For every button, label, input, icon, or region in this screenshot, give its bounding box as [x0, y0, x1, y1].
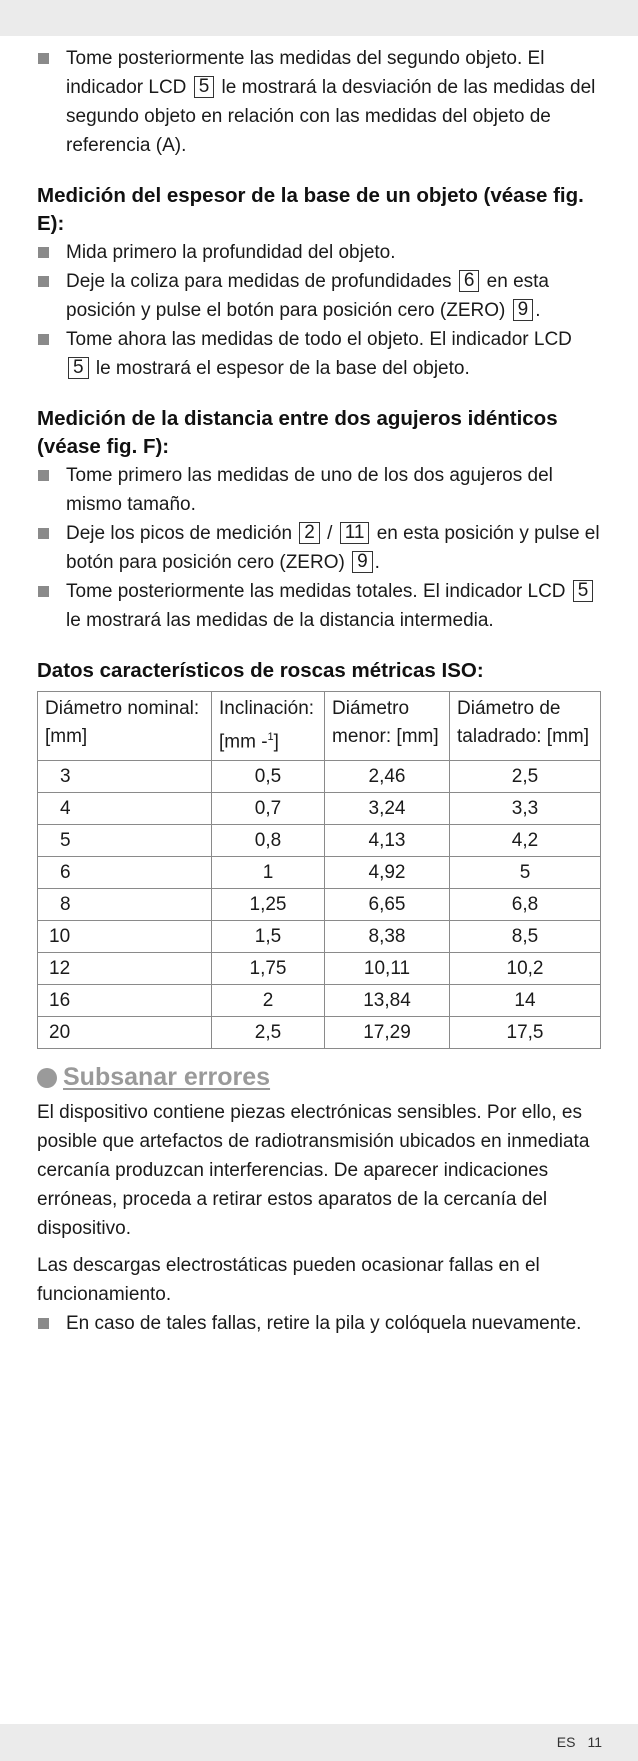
ref-number: 9: [352, 551, 373, 573]
paragraph: El dispositivo contiene piezas electrónicas sensibles. Por ello, es posible que artefactos de radiotransmisión ubicados en inmediata cercanía produzcan interferencias. De aparecer indicaciones erróneas, proceda a retirar estos aparatos de la cercanía del dispositivo.: [37, 1102, 590, 1240]
table-row: [38, 921, 601, 953]
table-cell: 4,92: [325, 857, 450, 889]
table-cell: 10,11: [325, 953, 450, 985]
bullet-text: Tome posteriormente las medidas totales. El indicador LCD: [66, 581, 566, 602]
square-bullet-icon: [38, 276, 49, 287]
list-item: [37, 238, 601, 267]
top-band: [0, 0, 638, 36]
table-body: [38, 761, 601, 1049]
square-bullet-icon: [38, 247, 49, 258]
table-cell: 6,8: [450, 889, 601, 921]
bullet-text: le mostrará las medidas de la distancia intermedia.: [66, 610, 494, 631]
table-cell: 4,2: [450, 825, 601, 857]
table-cell: 10,2: [450, 953, 601, 985]
square-bullet-icon: [38, 334, 49, 345]
table-cell: 3,24: [325, 793, 450, 825]
bullet-text: le mostrará el espesor de la base del objeto.: [95, 358, 470, 379]
table-cell: 17,5: [450, 1017, 601, 1049]
section-header-troubleshooting: [37, 1063, 601, 1092]
table-row: [38, 825, 601, 857]
section-heading-base-thickness: Medición del espesor de la base de un objeto (véase fig. E):: [37, 184, 584, 235]
table-row: [38, 793, 601, 825]
square-bullet-icon: [38, 1318, 49, 1329]
ref-number: 11: [340, 522, 370, 544]
square-bullet-icon: [38, 53, 49, 64]
bullet-text: le mostrará la desviación de las medidas del segundo objeto en relación con las medidas del objeto de referencia (A).: [66, 77, 596, 156]
table-cell: 0,5: [212, 761, 325, 793]
bullet-text: .: [374, 552, 380, 573]
column-header-nominal-diameter: Diámetro nominal: [mm]: [38, 692, 212, 761]
table-cell: 8,5: [450, 921, 601, 953]
table-cell: 5: [38, 825, 212, 857]
table-header-row: [38, 692, 601, 761]
table-cell: 2,46: [325, 761, 450, 793]
bullet-text: /: [327, 523, 333, 544]
page-footer: [557, 1734, 602, 1750]
square-bullet-icon: [38, 586, 49, 597]
table-cell: 16: [38, 985, 212, 1017]
footer-band: [0, 1724, 638, 1761]
bullet-text: Deje los picos de medición: [66, 523, 293, 544]
paragraph: Las descargas electrostáticas pueden ocasionar fallas en el funcionamiento.: [37, 1255, 540, 1306]
table-cell: 13,84: [325, 985, 450, 1017]
table-cell: 14: [450, 985, 601, 1017]
page-number: 11: [587, 1734, 602, 1750]
table-cell: 4: [38, 793, 212, 825]
table-cell: 0,8: [212, 825, 325, 857]
table-cell: 8: [38, 889, 212, 921]
table-cell: 10: [38, 921, 212, 953]
bullet-text: en esta posición y pulse el botón para posición cero (ZERO): [66, 271, 549, 321]
section-heading-hole-distance: Medición de la distancia entre dos agujeros idénticos (véase fig. F):: [37, 407, 558, 458]
table-cell: 2: [212, 985, 325, 1017]
header-text: Inclinación: [mm -: [219, 698, 315, 753]
bullet-text: Tome ahora las medidas de todo el objeto. El indicador LCD: [66, 329, 572, 350]
table-cell: 12: [38, 953, 212, 985]
ref-number: 2: [299, 522, 320, 544]
bullet-text: en esta posición y pulse el botón para posición cero (ZERO): [66, 523, 600, 573]
bullet-text: Mida primero la profundidad del objeto.: [66, 242, 396, 263]
table-cell: 1: [212, 857, 325, 889]
column-header-drill-diameter: Diámetro de taladrado: [mm]: [450, 692, 601, 761]
table-cell: 3,3: [450, 793, 601, 825]
square-bullet-icon: [38, 528, 49, 539]
ref-number: 6: [459, 270, 480, 292]
bullet-dot-icon: [37, 1068, 57, 1088]
list-item: [37, 325, 601, 383]
table-cell: 2,5: [450, 761, 601, 793]
table-row: [38, 761, 601, 793]
table-cell: 3: [38, 761, 212, 793]
table-cell: 0,7: [212, 793, 325, 825]
table-row: [38, 985, 601, 1017]
list-item: [37, 577, 601, 635]
column-header-pitch: [212, 692, 325, 761]
list-item: [37, 519, 601, 577]
table-cell: 5: [450, 857, 601, 889]
table-cell: 6: [38, 857, 212, 889]
table-cell: 1,5: [212, 921, 325, 953]
table-row: [38, 1017, 601, 1049]
bullet-text: .: [535, 300, 541, 321]
table-cell: 20: [38, 1017, 212, 1049]
table-cell: 8,38: [325, 921, 450, 953]
list-item: [37, 461, 601, 519]
table-row: [38, 889, 601, 921]
section-title: Subsanar errores: [63, 1063, 271, 1092]
ref-number: 5: [573, 580, 594, 602]
page-content: [37, 44, 601, 1338]
ref-number: 5: [194, 76, 215, 98]
table-cell: 1,75: [212, 953, 325, 985]
superscript: 1: [267, 731, 274, 743]
bullet-text: Tome primero las medidas de uno de los dos agujeros del mismo tamaño.: [66, 465, 553, 515]
iso-thread-table: [37, 691, 601, 1049]
ref-number: 9: [513, 299, 534, 321]
table-cell: 6,65: [325, 889, 450, 921]
table-row: [38, 857, 601, 889]
table-cell: 17,29: [325, 1017, 450, 1049]
column-header-minor-diameter: Diámetro menor: [mm]: [325, 692, 450, 761]
bullet-text: Deje la coliza para medidas de profundidades: [66, 271, 452, 292]
ref-number: 5: [68, 357, 89, 379]
list-item: [37, 267, 601, 325]
list-item: [37, 44, 601, 160]
language-code: ES: [556, 1734, 576, 1750]
square-bullet-icon: [38, 470, 49, 481]
table-row: [38, 953, 601, 985]
header-text: ]: [273, 731, 279, 753]
list-item: [37, 1309, 601, 1338]
table-cell: 4,13: [325, 825, 450, 857]
table-cell: 2,5: [212, 1017, 325, 1049]
bullet-text: Tome posteriormente las medidas del segundo objeto. El indicador LCD: [66, 48, 545, 98]
table-cell: 1,25: [212, 889, 325, 921]
bullet-text: En caso de tales fallas, retire la pila y colóquela nuevamente.: [66, 1313, 582, 1335]
section-heading-iso-threads: Datos característicos de roscas métricas ISO:: [37, 659, 484, 682]
